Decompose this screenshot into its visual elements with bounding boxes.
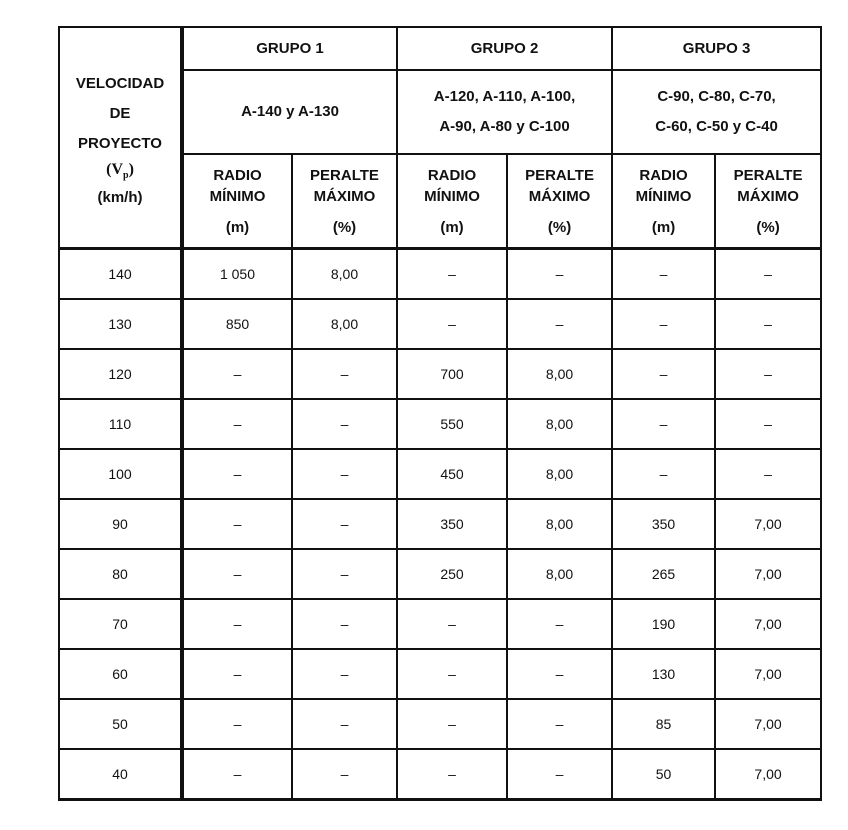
peralte-maximo-cell: – [292,599,397,649]
design-speed-cell: 120 [59,349,182,399]
group-2-title: GRUPO 2 [397,27,612,70]
radio-minimo-cell: – [182,599,292,649]
radio-minimo-cell: 250 [397,549,507,599]
peralte-maximo-cell: – [292,749,397,800]
peralte-maximo-cell: 7,00 [715,749,821,800]
peralte-maximo-cell: – [715,449,821,499]
radio-minimo-cell: 450 [397,449,507,499]
group-2-peralte-header: PERALTE MÁXIMO (%) [507,154,612,249]
radio-minimo-cell: – [182,449,292,499]
peralte-maximo-cell: – [292,349,397,399]
table-row [59,649,821,699]
group-2-radio-header: RADIO MÍNIMO (m) [397,154,507,249]
radio-minimo-cell: 85 [612,699,715,749]
peralte-maximo-cell: 7,00 [715,599,821,649]
peralte-maximo-cell: – [292,449,397,499]
design-speed-label-3: PROYECTO [78,134,162,152]
radio-minimo-cell: – [612,349,715,399]
radio-minimo-cell: – [397,249,507,300]
table-body [59,249,821,800]
design-speed-cell: 130 [59,299,182,349]
group-3-radio-header: RADIO MÍNIMO (m) [612,154,715,249]
group-3-title: GRUPO 3 [612,27,821,70]
design-speed-header [59,27,182,249]
peralte-maximo-cell: 7,00 [715,549,821,599]
design-speed-cell: 110 [59,399,182,449]
design-speed-cell: 80 [59,549,182,599]
radio-minimo-cell: – [182,699,292,749]
design-speed-symbol: $(V_p)$ [106,160,134,182]
radio-minimo-cell: – [397,649,507,699]
peralte-maximo-cell: – [507,299,612,349]
table-row [59,499,821,549]
peralte-maximo-cell: – [507,699,612,749]
radio-minimo-cell: – [612,399,715,449]
radio-minimo-cell: – [612,449,715,499]
peralte-maximo-cell: – [507,599,612,649]
peralte-maximo-cell: 8,00 [507,349,612,399]
radio-minimo-cell: – [397,599,507,649]
radio-minimo-cell: – [397,749,507,800]
radio-minimo-cell: 700 [397,349,507,399]
radio-minimo-cell: 550 [397,399,507,449]
peralte-maximo-cell: – [715,399,821,449]
radio-minimo-cell: – [397,699,507,749]
radio-minimo-cell: 190 [612,599,715,649]
peralte-maximo-cell: – [715,249,821,300]
peralte-maximo-cell: – [292,649,397,699]
design-speed-cell: 140 [59,249,182,300]
table-row [59,399,821,449]
table-row [59,699,821,749]
radio-minimo-cell: 130 [612,649,715,699]
design-speed-cell: 100 [59,449,182,499]
radio-minimo-cell: – [182,499,292,549]
peralte-maximo-cell: 8,00 [507,399,612,449]
peralte-maximo-cell: – [292,699,397,749]
table-row [59,349,821,399]
peralte-maximo-cell: – [715,299,821,349]
table-row [59,449,821,499]
table-row [59,299,821,349]
group-1-peralte-header: PERALTE MÁXIMO (%) [292,154,397,249]
radio-minimo-cell: 1 050 [182,249,292,300]
design-speed-cell: 40 [59,749,182,800]
radio-minimo-cell: 50 [612,749,715,800]
peralte-maximo-cell: – [292,399,397,449]
peralte-maximo-cell: 7,00 [715,649,821,699]
radius-superelevation-table [58,26,822,801]
design-speed-cell: 90 [59,499,182,549]
group-3-roads: C-90, C-80, C-70, C-60, C-50 y C-40 [612,70,821,154]
peralte-maximo-cell: – [507,649,612,699]
peralte-maximo-cell: – [292,549,397,599]
design-speed-label-1: VELOCIDAD [75,74,165,92]
group-3-peralte-header: PERALTE MÁXIMO (%) [715,154,821,249]
peralte-maximo-cell: – [507,249,612,300]
peralte-maximo-cell: – [292,499,397,549]
table-row [59,549,821,599]
group-2-roads: A-120, A-110, A-100, A-90, A-80 y C-100 [397,70,612,154]
table-header [59,27,821,249]
table-row [59,249,821,300]
radio-minimo-cell: 350 [397,499,507,549]
table-row [59,599,821,649]
group-1-radio-header: RADIO MÍNIMO (m) [182,154,292,249]
peralte-maximo-cell: 8,00 [507,549,612,599]
peralte-maximo-cell: 7,00 [715,699,821,749]
design-speed-cell: 50 [59,699,182,749]
design-speed-cell: 70 [59,599,182,649]
group-1-title: GRUPO 1 [182,27,397,70]
design-speed-unit: (km/h) [97,189,143,207]
peralte-maximo-cell: 8,00 [292,249,397,300]
peralte-maximo-cell: 8,00 [292,299,397,349]
peralte-maximo-cell: – [507,749,612,800]
radio-minimo-cell: – [182,549,292,599]
peralte-maximo-cell: 7,00 [715,499,821,549]
radio-minimo-cell: – [182,749,292,800]
radio-minimo-cell: – [612,299,715,349]
radio-minimo-cell: 850 [182,299,292,349]
peralte-maximo-cell: 8,00 [507,499,612,549]
radio-minimo-cell: – [182,399,292,449]
design-speed-label-2: DE [109,104,131,122]
peralte-maximo-cell: – [715,349,821,399]
radio-minimo-cell: 350 [612,499,715,549]
group-1-roads: A-140 y A-130 [182,70,397,154]
radio-minimo-cell: 265 [612,549,715,599]
design-speed-cell: 60 [59,649,182,699]
radio-minimo-cell: – [182,649,292,699]
table-row [59,749,821,800]
radio-minimo-cell: – [182,349,292,399]
radio-minimo-cell: – [397,299,507,349]
peralte-maximo-cell: 8,00 [507,449,612,499]
radio-minimo-cell: – [612,249,715,300]
